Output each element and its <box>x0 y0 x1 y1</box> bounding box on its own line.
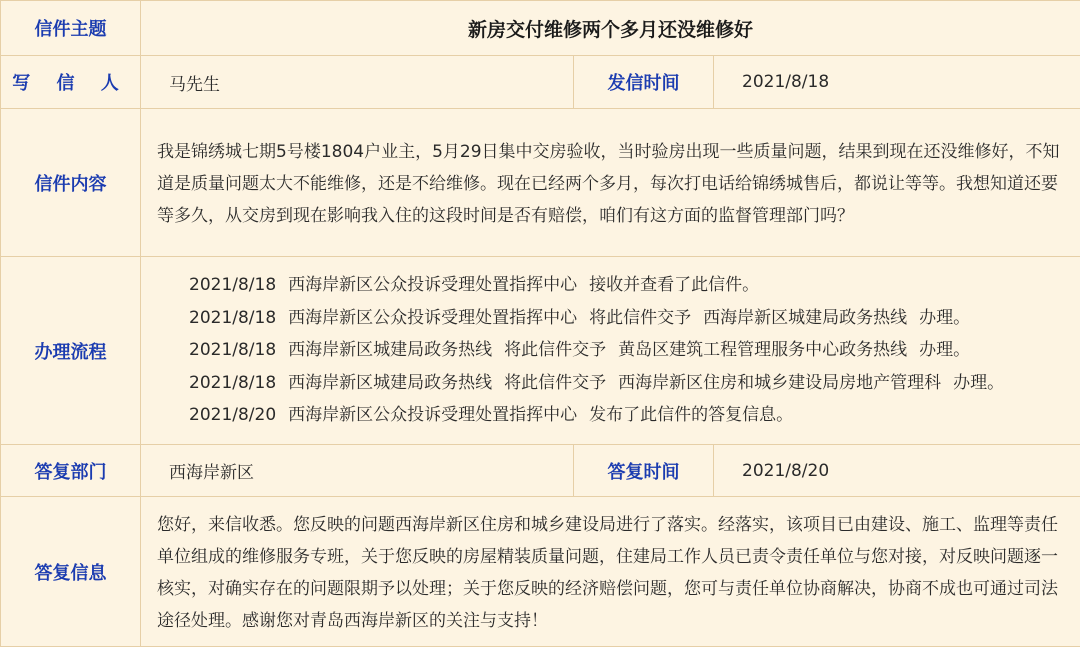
reply-time-value: 2021/8/20 <box>714 445 1080 497</box>
step-action: 将此信件交予 <box>504 373 606 393</box>
writer-row <box>1 56 1080 109</box>
step-target: 西海岸新区住房和城乡建设局房地产管理科 <box>618 373 941 393</box>
step-date: 2021/8/20 <box>189 405 276 425</box>
content-label: 信件内容 <box>1 109 141 257</box>
step-org: 西海岸新区公众投诉受理处置指挥中心 <box>288 405 577 425</box>
step-org: 西海岸新区公众投诉受理处置指挥中心 <box>288 275 577 295</box>
step-date: 2021/8/18 <box>189 275 276 295</box>
process-row <box>1 257 1080 445</box>
reply-time-label: 答复时间 <box>574 445 714 497</box>
reply-dept-row <box>1 445 1080 497</box>
reply-label: 答复信息 <box>1 497 141 647</box>
process-step <box>189 367 1080 400</box>
send-time-value: 2021/8/18 <box>714 56 1080 109</box>
process-step <box>189 302 1080 335</box>
step-date: 2021/8/18 <box>189 373 276 393</box>
subject-value: 新房交付维修两个多月还没维修好 <box>141 1 1080 56</box>
content-value: 我是锦绣城七期5号楼1804户业主，5月29日集中交房验收，当时验房出现一些质量问题，结果到现在还没维修好，不知道是质量问题太大不能维修，还是不给维修。现在已经两个多月，每次打电话给锦绣城售后，都说让等等。我想知道还要等多久，从交房到现在影响我入住的这段时间是否有赔偿，咱们有这方面的监督管理部门吗？ <box>141 109 1080 257</box>
process-step <box>189 399 1080 432</box>
content-row <box>1 109 1080 257</box>
reply-value: 您好，来信收悉。您反映的问题西海岸新区住房和城乡建设局进行了落实。经落实，该项目已由建设、施工、监理等责任单位组成的维修服务专班，关于您反映的房屋精装质量问题，住建局工作人员已责令责任单位与您对接，对反映问题逐一核实，对确实存在的问题限期予以处理；关于您反映的经济赔偿问题，您可与责任单位协商解决，协商不成也可通过司法途径处理。感谢您对青岛西海岸新区的关注与支持！ <box>141 497 1080 647</box>
step-tail: 办理。 <box>919 308 970 328</box>
process-label: 办理流程 <box>1 257 141 445</box>
send-time-label: 发信时间 <box>574 56 714 109</box>
step-action: 发布了此信件的答复信息。 <box>589 405 793 425</box>
reply-dept-label: 答复部门 <box>1 445 141 497</box>
process-steps <box>141 257 1080 445</box>
writer-value: 马先生 <box>141 56 574 109</box>
step-action: 将此信件交予 <box>589 308 691 328</box>
subject-label: 信件主题 <box>1 1 141 56</box>
step-action: 接收并查看了此信件。 <box>589 275 759 295</box>
reply-dept-value: 西海岸新区 <box>141 445 574 497</box>
process-step <box>189 269 1080 302</box>
subject-row <box>1 1 1080 56</box>
step-target: 西海岸新区城建局政务热线 <box>703 308 907 328</box>
step-target: 黄岛区建筑工程管理服务中心政务热线 <box>618 340 907 360</box>
step-org: 西海岸新区公众投诉受理处置指挥中心 <box>288 308 577 328</box>
step-org: 西海岸新区城建局政务热线 <box>288 373 492 393</box>
reply-row <box>1 497 1080 647</box>
step-action: 将此信件交予 <box>504 340 606 360</box>
step-date: 2021/8/18 <box>189 308 276 328</box>
step-tail: 办理。 <box>953 373 1004 393</box>
step-date: 2021/8/18 <box>189 340 276 360</box>
writer-label: 写 信 人 <box>1 56 141 109</box>
step-org: 西海岸新区城建局政务热线 <box>288 340 492 360</box>
step-tail: 办理。 <box>919 340 970 360</box>
process-step <box>189 334 1080 367</box>
